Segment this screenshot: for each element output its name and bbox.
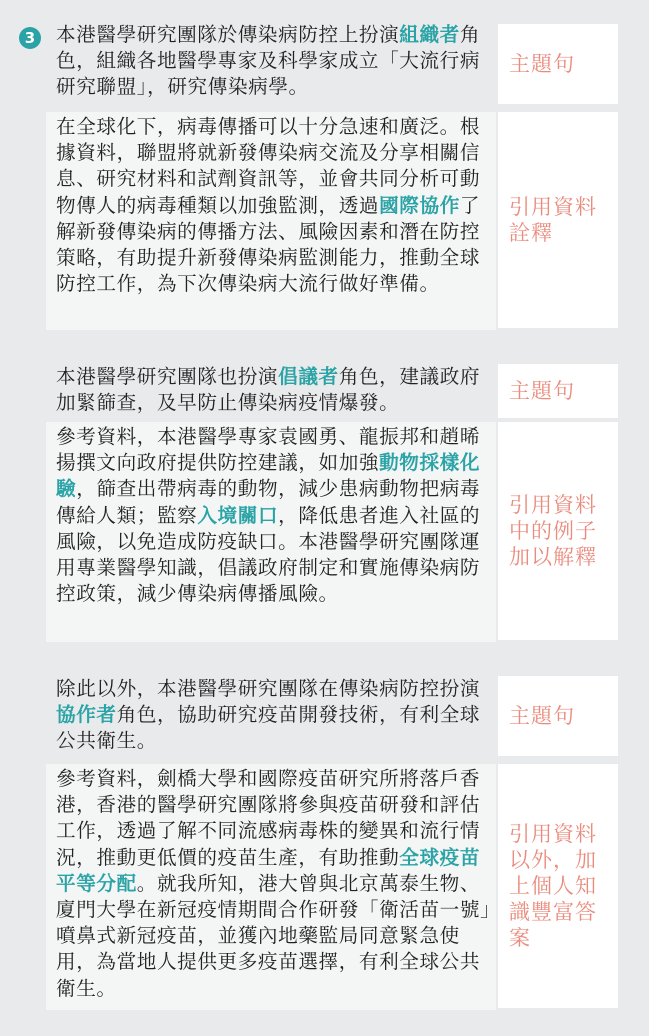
highlight-keyword: 國際協作	[379, 193, 460, 217]
paragraph-3-topic	[46, 676, 618, 760]
text-run: 了解新發傳染病的傳播方法、風險因素和潛在防控策略，有助提升新發傳染病監測能力，推動全球防控工作，為下次傳染病大流行做好準備。	[56, 193, 481, 296]
text-run: 在全球化下，病毒傳播可以十分急速和廣泛。根據資料，聯盟將就新發傳染病交流及分享相關信息、研究材料和試劑資訊等，並會共同分析可動物傳人的病毒種類以加強監測，透過	[56, 115, 481, 217]
text-run: 角色，組織各地醫學專家及科學家成立「大流行病研究聯盟」，研究傳染病學。	[56, 23, 481, 99]
highlight-keyword: 全球疫苗平等分配	[56, 845, 481, 895]
text-run: 本港醫學研究團隊於傳染病防控上扮演	[56, 23, 400, 46]
annotation-label: 引用資料詮釋	[498, 112, 618, 328]
highlight-keyword: 組織者	[399, 23, 460, 46]
highlight-keyword: 入境關口	[197, 503, 279, 527]
paragraph-2-evidence	[46, 422, 618, 640]
text-run: 參考資料，劍橋大學和國際疫苗研究所將落戶香港，香港的醫學研究團隊將參與疫苗研發和評估工作，透過了解不同流感病毒株的變異和流行情況，推動更低價的疫苗生產，有助推動	[56, 767, 481, 869]
section-number-badge: 3	[19, 27, 41, 49]
text-run: ，篩查出帶病毒的動物，減少患病動物把病毒傳給人類；監察	[56, 477, 481, 527]
highlight-keyword: 動物採樣化驗	[56, 451, 481, 501]
paragraph-2-topic	[46, 364, 618, 418]
paragraph-1-evidence	[46, 112, 618, 328]
text-run: 。就我所知，港大曾與北京萬泰生物、廈門大學在新冠疫情期間合作研發「衛活苗一號」噴鼻式新冠疫苗，並獲內地藥監局同意緊急使用，為當地人提供更多疫苗選擇，有利全球公共衛生。	[56, 871, 491, 1000]
text-run: 角色，建議政府加緊篩查，及早防止傳染病疫情爆發。	[56, 365, 481, 415]
annotation-label: 主題句	[498, 676, 618, 756]
text-run: 除此以外，本港醫學研究團隊在傳染病防控扮演	[56, 677, 481, 700]
annotation-label: 主題句	[498, 364, 618, 418]
evidence-text	[46, 422, 496, 642]
annotation-label: 主題句	[498, 24, 618, 104]
topic-sentence-text	[46, 364, 496, 416]
highlight-keyword: 倡議者	[278, 365, 339, 388]
text-run: 本港醫學研究團隊也扮演	[56, 365, 279, 388]
topic-sentence-text	[46, 676, 496, 755]
evidence-text	[46, 764, 496, 1010]
text-run: 角色，協助研究疫苗開發技術，有利全球公共衛生。	[56, 703, 481, 753]
paragraph-3-evidence	[46, 764, 618, 1008]
highlight-keyword: 協作者	[56, 703, 117, 727]
text-run: 參考資料，本港醫學專家袁國勇、龍振邦和趙晞揚撰文向政府提供防控建議，如加強	[56, 425, 481, 475]
text-run: ，降低患者進入社區的風險，以免造成防疫缺口。本港醫學研究團隊運用專業醫學知識，倡議政府制定和實施傳染病防控政策，減少傳染病傳播風險。	[56, 503, 481, 606]
annotation-label: 引用資料中的例子加以解釋	[498, 422, 618, 640]
topic-sentence-text	[46, 22, 496, 101]
annotation-label: 引用資料以外，加上個人知識豐富答案	[498, 764, 618, 1008]
evidence-text	[46, 112, 496, 330]
paragraph-1-topic	[46, 22, 618, 106]
